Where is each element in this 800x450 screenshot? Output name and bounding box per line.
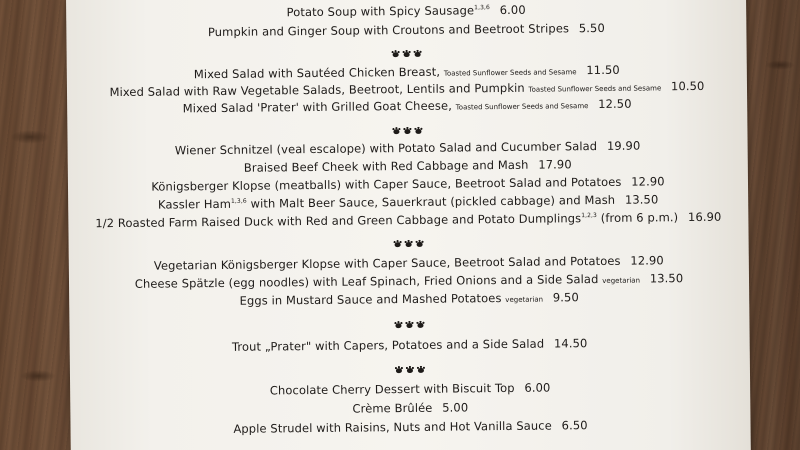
paw-icon	[405, 240, 413, 247]
item-price: 5.00	[442, 400, 469, 415]
menu-item	[70, 416, 750, 437]
item-name: 1/2 Roasted Farm Raised Duck with Red and Green Cabbage and Potato Dumplings	[95, 211, 582, 231]
item-name: Mixed Salad with Raw Vegetable Salads, Beetroot, Lentils and Pumpkin	[109, 80, 525, 100]
menu-item	[69, 252, 749, 273]
item-name: Eggs in Mustard Sauce and Mashed Potatoes	[239, 291, 502, 308]
item-name: Cheese Spätzle (egg noodles) with Leaf Spinach, Fried Onions and a Side Salad	[134, 272, 599, 291]
item-name: Braised Beef Cheek with Red Cabbage and Mash	[243, 157, 529, 175]
paw-divider	[67, 119, 747, 136]
paw-icon	[392, 127, 400, 134]
paw-icon	[405, 321, 413, 328]
item-price: 12.90	[631, 174, 665, 189]
menu-item	[68, 173, 748, 194]
menu-item	[68, 155, 748, 176]
menu-item	[66, 19, 746, 40]
item-price: 13.50	[649, 271, 684, 286]
item-price: 12.50	[598, 96, 632, 111]
item-name: Wiener Schnitzel (veal escalope) with Potato Salad and Cucumber Salad	[174, 139, 598, 158]
menu-item	[70, 334, 750, 355]
item-name: Vegetarian Königsberger Klopse with Caper Sauce, Beetroot Salad and Potatoes	[153, 253, 621, 273]
paw-icon	[392, 50, 400, 57]
menu-item	[70, 397, 750, 418]
paw-icon	[414, 127, 422, 134]
item-note: Toasted Sunflower Seeds and Sesame	[455, 102, 589, 112]
item-price: 14.50	[553, 336, 588, 351]
item-name: Apple Strudel with Raisins, Nuts and Hot Vanilla Sauce	[233, 418, 552, 436]
item-name: Potato Soup with Spicy Sausage	[286, 3, 475, 20]
paw-icon	[414, 50, 422, 57]
item-name-rest: with Malt Beer Sauce, Sauerkraut (pickled cabbage) and Mash	[246, 192, 616, 211]
item-price: 13.50	[624, 192, 659, 207]
wood-knot	[765, 60, 795, 70]
item-price: 9.50	[552, 290, 579, 305]
item-note: Toasted Sunflower Seeds and Sesame	[443, 68, 577, 78]
paw-divider	[67, 42, 747, 59]
paw-divider	[69, 313, 749, 330]
paw-divider	[69, 232, 749, 249]
item-price: 12.90	[630, 253, 664, 268]
paw-icon	[416, 240, 424, 247]
item-price: 5.50	[578, 20, 605, 36]
item-name: Pumpkin and Ginger Soup with Croutons and Beetroot Stripes	[207, 21, 570, 40]
paw-icon	[416, 321, 424, 328]
menu-item	[68, 209, 748, 230]
item-name: Crème Brûlée	[352, 400, 433, 416]
paw-icon	[395, 366, 403, 373]
allergen-note: 1,3,6	[474, 4, 490, 12]
wood-knot	[20, 370, 56, 382]
menu-item	[68, 137, 748, 158]
menu-item	[66, 0, 746, 21]
item-price: 10.50	[670, 78, 705, 94]
paw-divider	[70, 358, 750, 375]
paw-icon	[403, 50, 411, 57]
item-price: 17.90	[538, 157, 572, 172]
item-name: Mixed Salad 'Prater' with Grilled Goat Cheese,	[182, 98, 452, 116]
item-price: 6.00	[499, 2, 526, 18]
item-price: 16.90	[687, 209, 722, 225]
item-note: Toasted Sunflower Seeds and Sesame	[528, 84, 662, 94]
allergen-note: 1,2,3	[581, 212, 598, 220]
wood-knot	[10, 130, 50, 144]
item-name: Kassler Ham	[157, 196, 232, 212]
menu-item	[70, 378, 750, 399]
paw-icon	[406, 366, 414, 373]
paw-icon	[394, 240, 402, 247]
item-name: Königsberger Klopse (meatballs) with Caper Sauce, Beetroot Salad and Potatoes	[151, 174, 622, 194]
item-price: 6.00	[524, 380, 551, 395]
item-note: vegetarian	[505, 295, 544, 304]
paw-icon	[403, 127, 411, 134]
item-name-rest: (from 6 p.m.)	[596, 210, 679, 226]
paw-icon	[417, 366, 425, 373]
item-name: Mixed Salad with Sautéed Chicken Breast,	[193, 64, 441, 82]
allergen-note: 1,3,6	[230, 197, 247, 205]
item-name: Chocolate Cherry Dessert with Biscuit Top	[269, 380, 515, 398]
item-price: 11.50	[586, 62, 620, 78]
item-price: 6.50	[561, 418, 588, 433]
item-note: vegetarian	[602, 276, 641, 285]
menu-paper	[66, 0, 751, 450]
menu-item	[68, 191, 748, 212]
paw-icon	[394, 321, 402, 328]
item-name: Trout „Prater" with Capers, Potatoes and a Side Salad	[231, 336, 545, 354]
item-price: 19.90	[606, 138, 641, 153]
